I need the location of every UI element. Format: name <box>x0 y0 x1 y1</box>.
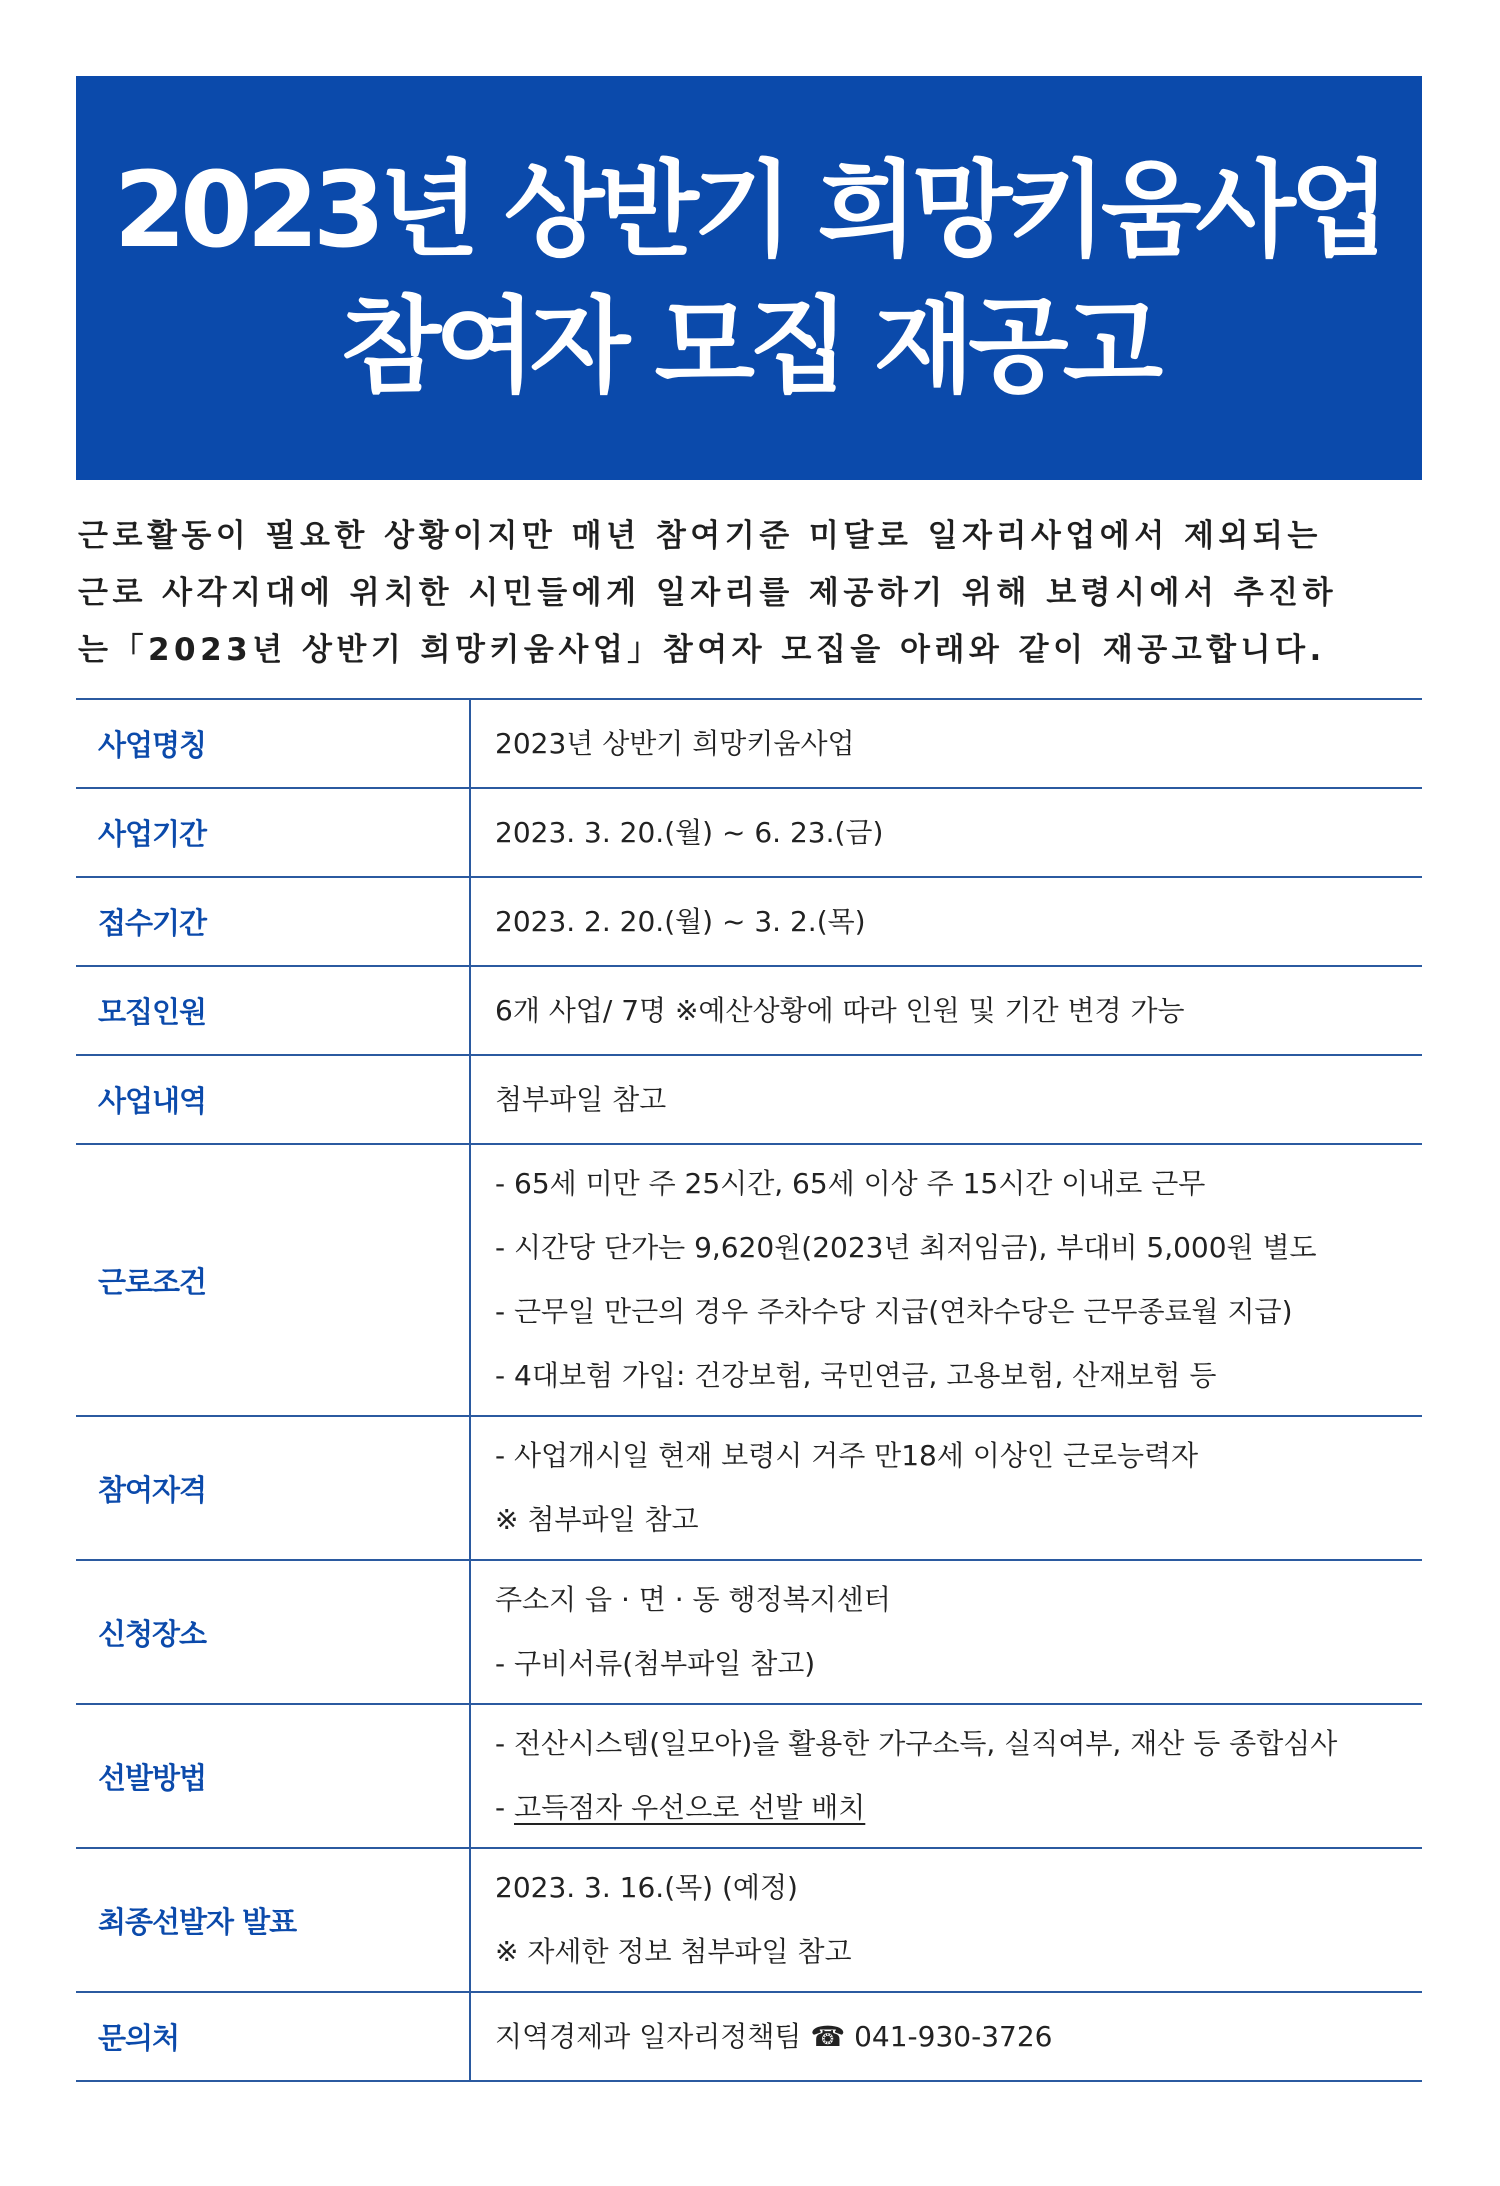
table-row <box>76 699 1422 788</box>
value-line: ※ 첨부파일 참고 <box>495 1503 699 1536</box>
value-line: - 전산시스템(일모아)을 활용한 가구소득, 실직여부, 재산 등 종합심사 <box>495 1727 1338 1760</box>
title-banner <box>76 76 1422 480</box>
row-value-final-announcement <box>470 1848 1422 1992</box>
value-line: 주소지 읍 · 면 · 동 행정복지센터 <box>495 1583 891 1616</box>
row-value-application-period <box>470 877 1422 966</box>
page-title-line-1: 2023년 상반기 희망키움사업 <box>113 149 1385 271</box>
value-line: 지역경제과 일자리정책팀 ☎ 041-930-3726 <box>495 2019 1053 2053</box>
intro-paragraph <box>78 508 1424 679</box>
row-label-final-announcement: 최종선발자 발표 <box>76 1848 470 1992</box>
info-table <box>76 698 1422 2082</box>
row-label-eligibility: 참여자격 <box>76 1416 470 1560</box>
value-line: ※ 자세한 정보 첨부파일 참고 <box>495 1935 852 1968</box>
row-label-project-period: 사업기간 <box>76 788 470 877</box>
value-line: - 근무일 만근의 경우 주차수당 지급(연차수당은 근무종료월 지급) <box>495 1295 1293 1328</box>
row-label-selection-method: 선발방법 <box>76 1704 470 1848</box>
value-line: - 4대보험 가입: 건강보험, 국민연금, 고용보험, 산재보험 등 <box>495 1359 1217 1392</box>
value-line: - 사업개시일 현재 보령시 거주 만18세 이상인 근로능력자 <box>495 1439 1199 1472</box>
table-row <box>76 1144 1422 1416</box>
row-value-selection-method <box>470 1704 1422 1848</box>
value-line: 6개 사업/ 7명 ※예산상황에 따라 인원 및 기간 변경 가능 <box>495 993 1185 1027</box>
value-line: - 시간당 단가는 9,620원(2023년 최저임금), 부대비 5,000원 별도 <box>495 1231 1317 1264</box>
row-value-project-period <box>470 788 1422 877</box>
value-line: - 65세 미만 주 25시간, 65세 이상 주 15시간 이내로 근무 <box>495 1167 1206 1200</box>
row-value-eligibility <box>470 1416 1422 1560</box>
row-label-application-place: 신청장소 <box>76 1560 470 1704</box>
value-line: 2023년 상반기 희망키움사업 <box>495 726 855 760</box>
row-label-project-name: 사업명칭 <box>76 699 470 788</box>
table-row <box>76 788 1422 877</box>
row-value-work-conditions <box>470 1144 1422 1416</box>
table-row <box>76 1055 1422 1144</box>
row-value-application-place <box>470 1560 1422 1704</box>
row-value-project-details <box>470 1055 1422 1144</box>
value-line <box>495 1776 1422 1840</box>
value-line: 2023. 3. 16.(목) (예정) <box>495 1871 798 1904</box>
intro-line: 근로활동이 필요한 상황이지만 매년 참여기준 미달로 일자리사업에서 제외되는 <box>78 518 1322 554</box>
intro-line: 는「2023년 상반기 희망키움사업」참여자 모집을 아래와 같이 재공고합니다. <box>78 632 1326 668</box>
value-line: - 구비서류(첨부파일 참고) <box>495 1647 816 1680</box>
value-line: 첨부파일 참고 <box>495 1082 667 1116</box>
value-line: 2023. 3. 20.(월) ~ 6. 23.(금) <box>495 815 884 849</box>
row-value-contact <box>470 1992 1422 2081</box>
row-label-application-period: 접수기간 <box>76 877 470 966</box>
table-row <box>76 1848 1422 1992</box>
value-line: 2023. 2. 20.(월) ~ 3. 2.(목) <box>495 904 866 938</box>
underlined-value: 고득점자 우선으로 선발 배치 <box>514 1791 866 1824</box>
row-label-recruit-count: 모집인원 <box>76 966 470 1055</box>
table-row <box>76 1416 1422 1560</box>
page-title-line-2: 참여자 모집 재공고 <box>340 285 1158 407</box>
row-label-project-details: 사업내역 <box>76 1055 470 1144</box>
value-prefix: - <box>495 1791 515 1824</box>
row-value-project-name <box>470 699 1422 788</box>
table-row <box>76 1560 1422 1704</box>
row-label-contact: 문의처 <box>76 1992 470 2081</box>
row-label-work-conditions: 근로조건 <box>76 1144 470 1416</box>
table-row <box>76 877 1422 966</box>
row-value-recruit-count <box>470 966 1422 1055</box>
intro-line: 근로 사각지대에 위치한 시민들에게 일자리를 제공하기 위해 보령시에서 추진하 <box>78 575 1338 611</box>
table-row <box>76 966 1422 1055</box>
table-row <box>76 1992 1422 2081</box>
table-row <box>76 1704 1422 1848</box>
